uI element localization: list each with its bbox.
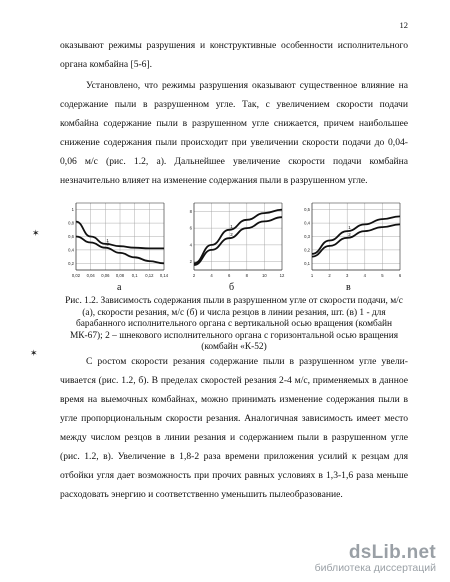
- series-label: 1: [230, 223, 233, 229]
- watermark-logo: dsLib.net: [348, 542, 436, 563]
- x-tick-label: 0,06: [101, 273, 110, 278]
- page-number: 12: [399, 20, 408, 30]
- chart-svg: [62, 200, 168, 284]
- y-tick-label: 0,5: [304, 207, 310, 213]
- x-tick-label: 0,04: [86, 273, 95, 278]
- x-tick-label: 4: [210, 273, 213, 278]
- y-tick-label: 0,3: [304, 234, 310, 239]
- y-tick-label: 8: [189, 208, 192, 214]
- x-tick-label: 12: [279, 273, 285, 278]
- x-tick-label: 1: [310, 273, 314, 278]
- series-label: 1: [106, 237, 109, 243]
- watermark-subtitle: библиотека диссертаций: [314, 562, 436, 574]
- x-tick-label: 6: [398, 273, 402, 278]
- y-tick-label: 0,2: [68, 260, 74, 266]
- x-tick-label: 8: [245, 273, 248, 278]
- x-tick-label: 0,08: [115, 273, 125, 278]
- y-tick-label: 2: [189, 259, 192, 265]
- x-tick-label: 0,1: [131, 273, 138, 278]
- paragraph-1: оказывают режимы разрушения и конструктивные особенности исполнительного органа комбайна [5-6].: [60, 40, 408, 70]
- y-tick-label: 4: [189, 242, 192, 248]
- x-tick-label: 4: [363, 273, 366, 278]
- chart-svg: [298, 200, 404, 284]
- x-tick-label: 5: [381, 273, 384, 278]
- y-tick-label: 6: [189, 225, 192, 231]
- series-line-1: [194, 210, 282, 264]
- chart-svg: [180, 200, 286, 284]
- y-tick-label: 0,2: [304, 247, 310, 253]
- series-label: 2: [106, 241, 109, 247]
- x-tick-label: 0,02: [71, 273, 81, 278]
- panel-label-a: а: [117, 282, 122, 293]
- chart-panel-a: [62, 200, 168, 289]
- scan-blot-mark: ✶: [30, 348, 38, 358]
- y-tick-label: 0,6: [68, 234, 74, 239]
- series-label: 1: [348, 225, 351, 231]
- x-tick-label: 2: [328, 273, 331, 278]
- y-tick-label: 0,4: [68, 247, 74, 253]
- panel-label-b: б: [229, 282, 235, 293]
- y-tick-label: 1: [71, 207, 74, 213]
- x-tick-label: 6: [228, 273, 231, 278]
- chart-panel-b: [180, 200, 286, 289]
- x-tick-label: 0,14: [159, 273, 168, 278]
- paragraph-3: С ростом скорости резания содержание пыли в разрушенном угле увеличивается (рис. 1.2, б). В пределах скоростей резания 2-4 м/с, применяемых в данное время на выемочных комбайнах, можно принимать изменение содержания пыли в угле пропорциональным скорости резания. Аналогичная зависимость имеет место между числом резцов в линии резания и содержанием пыли в разрушенном угле (рис. 1.2, в). Увеличение в 1,8-2 раза времени приложения усилий к резцам для отбойки угля дает возможность при прочих равных условиях в 1,3-1,6 раза меньше расходовать энергию и соответственно уменьшить пылеобразование.: [60, 356, 408, 500]
- figure-1-2: [62, 200, 406, 286]
- figure-caption: Рис. 1.2. Зависимость содержания пыли в разрушенном угле от скорости подачи, м/с (а), скорости резания, м/с (б) и числа резцов в линии резания, шт. (в) 1 - для барабанного исполнительного органа с вертикальной осью вращения (комбайн МК-67); 2 – шнекового исполнительного органа с горизонтальной осью вращения (комбайн «К-52): [65, 296, 403, 352]
- watermark: [315, 542, 436, 574]
- x-tick-label: 0,12: [145, 273, 154, 278]
- y-tick-label: 0,8: [68, 220, 74, 226]
- scan-blot-mark: ✶: [32, 228, 40, 238]
- series-label: 2: [348, 231, 351, 237]
- x-tick-label: 2: [192, 273, 196, 278]
- x-tick-label: 10: [262, 273, 267, 278]
- paragraph-2: Установлено, что режимы разрушения оказывают существенное влияние на содержание пыли в разрушенном угле. Так, с увеличением скорости подачи комбайна содержание пыли в разрушенном угле снижается, причем наибольшее снижение содержания пыли происходит при увеличении скорости подачи до 0,04-0,06 м/с (рис. 1.2, а). Дальнейшее увеличение скорости подачи комбайна незначительно влияет на изменение содержания пыли в разрушенном угле.: [60, 80, 408, 186]
- chart-panel-v: [298, 200, 404, 289]
- y-tick-label: 0,1: [304, 260, 310, 266]
- series-label: 2: [230, 232, 233, 238]
- series-line-2: [312, 224, 400, 256]
- y-tick-label: 0,4: [304, 220, 310, 226]
- panel-label-v: в: [346, 282, 351, 293]
- x-tick-label: 3: [346, 273, 349, 278]
